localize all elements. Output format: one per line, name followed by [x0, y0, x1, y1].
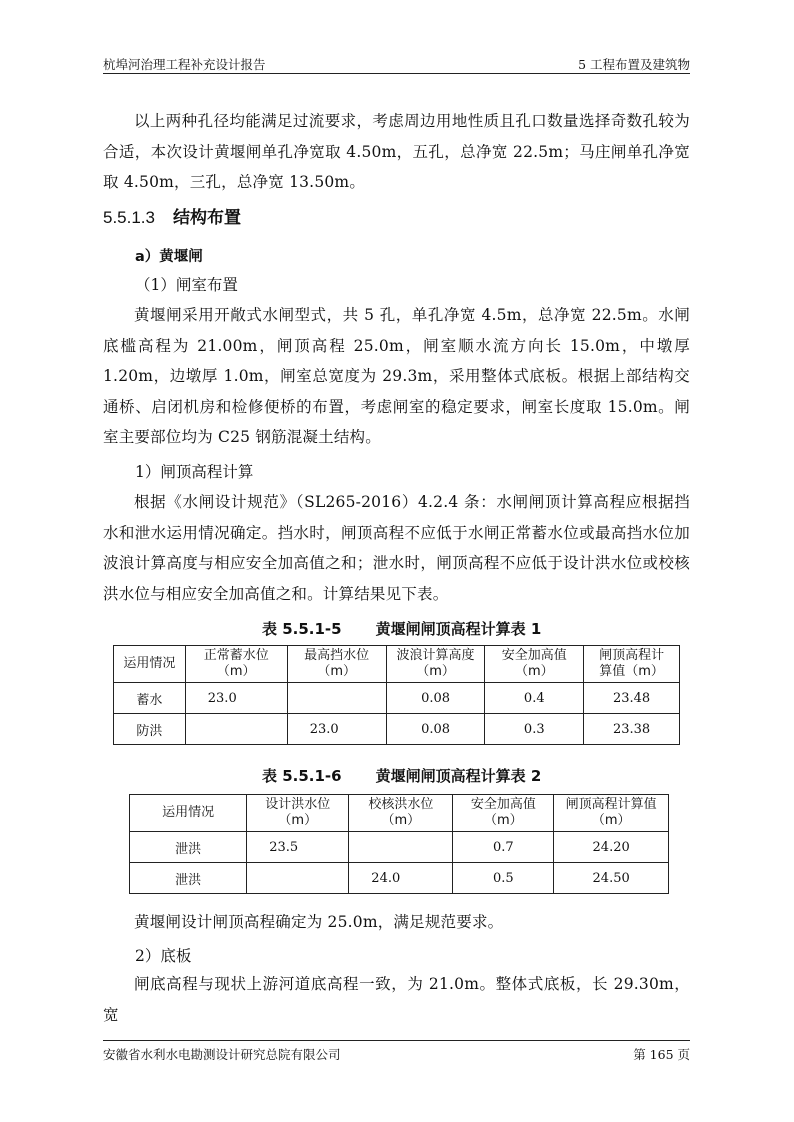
table2-cell: 泄洪: [130, 863, 247, 894]
table2-cell: 24.20: [554, 832, 669, 863]
page-header: [103, 53, 690, 74]
table1-title: 黄堰闸闸顶高程计算表 1: [375, 620, 542, 638]
table2-header-row: [130, 795, 669, 832]
table1-header-text: 安全加高值: [501, 648, 567, 663]
table2-cell: [247, 863, 349, 894]
table2-header-text: （m）: [381, 813, 421, 828]
table1-header-text: 最高挡水位: [304, 648, 370, 663]
table2-title: 黄堰闸闸顶高程计算表 2: [375, 767, 542, 785]
table2-header-text: 设计洪水位: [265, 797, 331, 812]
table1-header-cell: [584, 646, 680, 683]
section-heading: [103, 203, 241, 228]
table1-row: [114, 683, 680, 714]
table2-header-cell: [130, 795, 247, 832]
table2-header-text: 运用情况: [162, 805, 215, 820]
table1-number: 表 5.5.1-5: [262, 620, 342, 638]
table1: [113, 645, 680, 745]
table1-header-row: [114, 646, 680, 683]
table2-cell: [349, 832, 453, 863]
table2-row: [130, 863, 669, 894]
table2-cell: 0.5: [453, 863, 554, 894]
table2: [129, 794, 669, 894]
table2-cell: 24.50: [554, 863, 669, 894]
table2-cell: 24.0: [349, 863, 453, 894]
table1-cell: 0.4: [485, 683, 584, 714]
table1-header-cell: [185, 646, 287, 683]
table2-cell: 23.5: [247, 832, 349, 863]
calc-paragraph: 根据《水闸设计规范》（SL265-2016）4.2.4 条：水闸闸顶计算高程应根据挡水和泄水运用情况确定。挡水时，闸顶高程不应低于水闸正常蓄水位或最高挡水位加波浪计算高度与相应安全加高值之和；泄水时，闸顶高程不应低于设计洪水位或校核洪水位与相应安全加高值之和。计算结果见下表。: [103, 493, 690, 603]
table1-cell: 23.38: [584, 714, 680, 745]
table2-header-text: （m）: [591, 813, 631, 828]
table2-header-text: 安全加高值: [470, 797, 536, 812]
page-footer: [103, 1040, 690, 1061]
table2-number: 表 5.5.1-6: [262, 767, 342, 785]
item-heading-gate-room: （1）闸室布置: [135, 276, 238, 294]
table1-cell: 防洪: [114, 714, 186, 745]
table1-cell: 0.08: [386, 683, 485, 714]
header-chapter: 5 工程布置及建筑物: [578, 57, 690, 72]
table2-header-text: 闸顶高程计算值: [565, 797, 657, 812]
item-heading-floor: 2）底板: [135, 947, 192, 965]
table2-header-cell: [453, 795, 554, 832]
table1-header-cell: [114, 646, 186, 683]
table1-header-text: （m）: [317, 664, 357, 679]
table1-header-text: 正常蓄水位: [203, 648, 269, 663]
table1-header-cell: [287, 646, 386, 683]
table2-header-cell: [349, 795, 453, 832]
intro-paragraph: 以上两种孔径均能满足过流要求，考虑周边用地性质且孔口数量选择奇数孔较为合适，本次设计黄堰闸单孔净宽取 4.50m，五孔，总净宽 22.5m；马庄闸单孔净宽取 4.50m，三孔，总净宽 13.50m。: [103, 112, 690, 191]
result-paragraph: 黄堰闸设计闸顶高程确定为 25.0m，满足规范要求。: [134, 913, 504, 931]
table2-header-cell: [247, 795, 349, 832]
floor-paragraph: 闸底高程与现状上游河道底高程一致，为 21.0m。整体式底板，长 29.30m，宽: [103, 975, 690, 1024]
header-report-title: 杭埠河治理工程补充设计报告: [103, 57, 266, 72]
intro-paragraph-block: [103, 106, 690, 198]
subsection-heading: a）黄堰闸: [135, 249, 203, 265]
item-heading-crest-calc: 1）闸顶高程计算: [135, 463, 254, 481]
table2-cell: 0.7: [453, 832, 554, 863]
table1-cell: 23.48: [584, 683, 680, 714]
table1-header-cell: [485, 646, 584, 683]
table1-cell: 0.3: [485, 714, 584, 745]
table2-header-text: 校核洪水位: [368, 797, 434, 812]
table1-cell: 蓄水: [114, 683, 186, 714]
table1-caption: [262, 618, 541, 639]
table2-row: [130, 832, 669, 863]
table2-header-text: （m）: [278, 813, 318, 828]
table1-header-text: 闸顶高程计: [599, 648, 665, 663]
table1-row: [114, 714, 680, 745]
section-number: 5.5.1.3: [103, 208, 155, 227]
table1-header-text: 运用情况: [123, 656, 176, 671]
gate-room-paragraph-block: [103, 300, 690, 453]
table1-cell: 23.0: [287, 714, 386, 745]
table1-cell: [287, 683, 386, 714]
table2-caption: [262, 765, 541, 786]
table1-header-text: （m）: [514, 664, 554, 679]
footer-page-number: 第 165 页: [633, 1047, 690, 1062]
table1-header-text: 波浪计算高度: [396, 648, 475, 663]
table1-header-text: （m）: [216, 664, 256, 679]
gate-room-paragraph: 黄堰闸采用开敞式水闸型式，共 5 孔，单孔净宽 4.5m，总净宽 22.5m。水闸底槛高程为 21.00m，闸顶高程 25.0m，闸室顺水流方向长 15.0m，中墩厚 1.20m，边墩厚 1.0m，闸室总宽度为 29.3m，采用整体式底板。根据上部结构交通桥、启闭机房和检修便桥的布置，考虑闸室的稳定要求，闸室长度取 15.0m。闸室主要部位均为 C25 钢筋混凝土结构。: [103, 306, 690, 446]
footer-company: 安徽省水利水电勘测设计研究总院有限公司: [103, 1047, 341, 1062]
floor-paragraph-block: [103, 969, 690, 1030]
table2-header-cell: [554, 795, 669, 832]
table1-header-text: （m）: [416, 664, 455, 679]
calc-paragraph-block: [103, 487, 690, 609]
table1-header-text: 算值（m）: [599, 664, 664, 679]
result-paragraph-block: [103, 907, 690, 938]
table2-header-text: （m）: [484, 813, 523, 828]
table1-cell: 0.08: [386, 714, 485, 745]
table1-cell: 23.0: [185, 683, 287, 714]
table1-header-cell: [386, 646, 485, 683]
table1-cell: [185, 714, 287, 745]
table2-cell: 泄洪: [130, 832, 247, 863]
section-title: 结构布置: [173, 208, 241, 228]
